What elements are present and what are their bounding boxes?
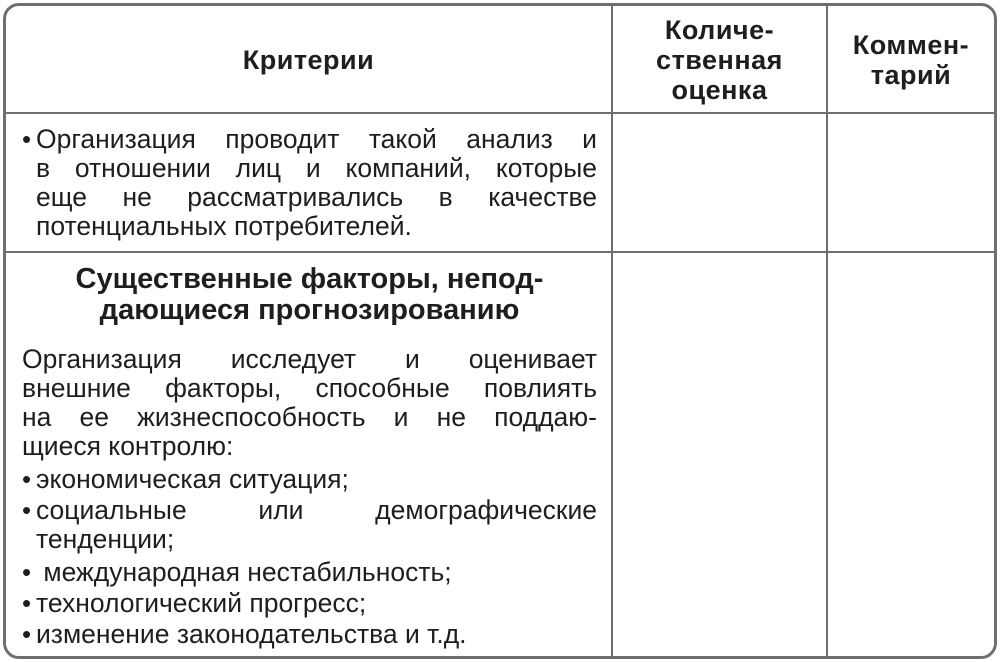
row1-line: потенциальных потребителей. [36, 211, 412, 241]
row2-comment-cell [828, 253, 994, 656]
list-item-text: экономическая ситуация; [36, 464, 349, 494]
bullet-icon: • [22, 557, 32, 587]
paragraph-line: Организация исследует и оценивает [22, 344, 597, 374]
bullet-icon: • [22, 464, 32, 494]
list-item-text: социальные или демографические [36, 495, 597, 525]
list-item [22, 465, 597, 494]
row2-paragraph [22, 345, 597, 461]
bullet-icon: • [22, 124, 32, 154]
section-heading-line: дающиеся прогнозированию [99, 294, 520, 326]
list-item-text: международная нестабильность; [36, 557, 452, 587]
row1-line: еще не рассматривались в качестве [36, 182, 597, 212]
list-item-text: изменение законодательства и т.д. [36, 619, 467, 649]
row1-line: Организация проводит такой анализ и [36, 124, 597, 154]
header-criteria: Критерии [242, 44, 375, 75]
bullet-icon: • [22, 619, 32, 649]
paragraph-line: внешние факторы, способные повлиять [22, 373, 597, 403]
list-item [22, 558, 597, 587]
list-item [22, 620, 597, 649]
section-heading [22, 264, 597, 326]
paragraph-line: щиеся контролю: [22, 431, 234, 461]
row1-criteria-cell [22, 125, 597, 249]
row2-bullet-list [22, 465, 597, 650]
header-comment: Коммен- тарий [852, 29, 970, 90]
section-heading-line: Существенные факторы, непод- [75, 263, 544, 295]
list-item-text: технологический прогресс; [36, 588, 367, 618]
row1-comment-cell [828, 114, 994, 251]
row1-score-cell [613, 114, 826, 251]
bullet-icon: • [22, 588, 32, 618]
header-score: Количе- ственная оценка [656, 14, 783, 105]
list-item [22, 496, 597, 554]
criteria-table [3, 3, 997, 659]
row2-score-cell [613, 253, 826, 656]
bullet-icon: • [22, 495, 32, 525]
list-item [22, 589, 597, 618]
paragraph-line: на ее жизнеспособность и не поддаю- [22, 402, 597, 432]
row1-line: в отношении лиц и компаний, которые [36, 153, 597, 183]
list-item-text: тенденции; [36, 524, 175, 554]
